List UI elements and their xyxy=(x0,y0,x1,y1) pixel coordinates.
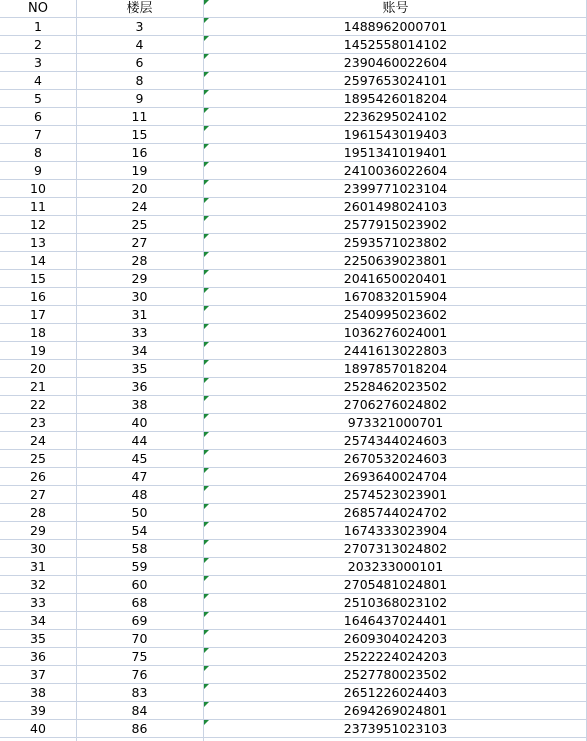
cell-account[interactable]: 2705481024801 xyxy=(343,577,448,592)
table-row xyxy=(0,702,587,720)
cell-account[interactable]: 1897857018204 xyxy=(343,361,448,376)
cell-no[interactable]: 24 xyxy=(30,433,46,448)
table-row xyxy=(0,216,587,234)
text-format-indicator-icon xyxy=(204,18,209,23)
cell-no[interactable]: 8 xyxy=(34,145,42,160)
cell-account[interactable]: 2651226024403 xyxy=(343,685,448,700)
table-row xyxy=(0,450,587,468)
text-format-indicator-icon xyxy=(204,324,209,329)
cell-no[interactable]: 40 xyxy=(30,721,46,736)
cell-account[interactable]: 1452558014102 xyxy=(343,37,448,52)
cell-no[interactable]: 20 xyxy=(30,361,46,376)
cell-floor[interactable]: 76 xyxy=(131,667,148,682)
table-row xyxy=(0,648,587,666)
cell-account[interactable]: 973321000701 xyxy=(347,415,444,430)
cell-no[interactable]: 9 xyxy=(34,163,42,178)
text-format-indicator-icon xyxy=(204,162,209,167)
text-format-indicator-icon xyxy=(204,558,209,563)
text-format-indicator-icon xyxy=(204,630,209,635)
cell-account[interactable]: 1961543019403 xyxy=(343,127,448,142)
cell-account[interactable]: 2527780023502 xyxy=(343,667,448,682)
table-row xyxy=(0,234,587,252)
cell-no[interactable]: 19 xyxy=(30,343,46,358)
cell-account[interactable]: 2540995023602 xyxy=(343,307,448,322)
cell-floor[interactable]: 60 xyxy=(131,577,148,592)
cell-account[interactable]: 1036276024001 xyxy=(343,325,448,340)
cell-no[interactable]: 1 xyxy=(34,19,42,34)
cell-floor[interactable]: 27 xyxy=(131,235,148,250)
text-format-indicator-icon xyxy=(204,180,209,185)
cell-floor[interactable]: 44 xyxy=(131,433,148,448)
cell-no[interactable]: 33 xyxy=(30,595,46,610)
cell-no[interactable]: 34 xyxy=(30,613,46,628)
cell-no[interactable]: 30 xyxy=(30,541,46,556)
table-row xyxy=(0,540,587,558)
cell-account[interactable]: 2574344024603 xyxy=(343,433,448,448)
cell-floor[interactable]: 20 xyxy=(131,181,148,196)
cell-floor[interactable]: 31 xyxy=(131,307,148,322)
table-row xyxy=(0,612,587,630)
table-row xyxy=(0,468,587,486)
cell-no[interactable]: 4 xyxy=(34,73,42,88)
cell-account[interactable]: 2693640024704 xyxy=(343,469,448,484)
cell-floor[interactable]: 38 xyxy=(131,397,148,412)
text-format-indicator-icon xyxy=(204,648,209,653)
cell-no[interactable]: 36 xyxy=(30,649,46,664)
table-row xyxy=(0,54,587,72)
cell-account[interactable]: 2593571023802 xyxy=(343,235,448,250)
cell-account[interactable]: 1895426018204 xyxy=(343,91,448,106)
cell-floor[interactable]: 4 xyxy=(135,37,144,52)
table-row xyxy=(0,558,587,576)
cell-floor[interactable]: 40 xyxy=(131,415,148,430)
text-format-indicator-icon xyxy=(204,36,209,41)
cell-no[interactable]: 13 xyxy=(30,235,46,250)
table-row xyxy=(0,324,587,342)
table-row xyxy=(0,18,587,36)
cell-account[interactable]: 2236295024102 xyxy=(343,109,448,124)
cell-no[interactable]: 2 xyxy=(34,37,42,52)
table-row xyxy=(0,486,587,504)
text-format-indicator-icon xyxy=(204,612,209,617)
table-row xyxy=(0,72,587,90)
cell-account[interactable]: 1670832015904 xyxy=(343,289,448,304)
cell-no[interactable]: 26 xyxy=(30,469,46,484)
cell-account[interactable]: 1646437024401 xyxy=(343,613,448,628)
cell-account[interactable]: 2250639023801 xyxy=(343,253,448,268)
cell-floor[interactable]: 86 xyxy=(131,721,148,736)
text-format-indicator-icon xyxy=(204,126,209,131)
cell-account[interactable]: 2685744024702 xyxy=(343,505,448,520)
text-format-indicator-icon xyxy=(204,342,209,347)
table-row xyxy=(0,720,587,738)
cell-account[interactable]: 2441613022803 xyxy=(343,343,448,358)
cell-floor[interactable]: 83 xyxy=(131,685,148,700)
table-row xyxy=(0,162,587,180)
table-row xyxy=(0,342,587,360)
cell-no[interactable]: 21 xyxy=(30,379,46,394)
text-format-indicator-icon xyxy=(204,72,209,77)
header-cell-account[interactable]: 账号 xyxy=(382,1,409,16)
cell-no[interactable]: 16 xyxy=(30,289,46,304)
text-format-indicator-icon xyxy=(204,684,209,689)
cell-floor[interactable]: 70 xyxy=(131,631,148,646)
cell-no[interactable]: 10 xyxy=(30,181,46,196)
cell-no[interactable]: 38 xyxy=(30,685,46,700)
cell-floor[interactable]: 34 xyxy=(131,343,148,358)
table-row xyxy=(0,666,587,684)
table-row xyxy=(0,630,587,648)
cell-account[interactable]: 2041650020401 xyxy=(343,271,448,286)
cell-account[interactable]: 2510368023102 xyxy=(343,595,448,610)
cell-floor[interactable]: 28 xyxy=(131,253,148,268)
cell-no[interactable]: 32 xyxy=(30,577,46,592)
cell-no[interactable]: 27 xyxy=(30,487,46,502)
cell-floor[interactable]: 58 xyxy=(131,541,148,556)
table-row xyxy=(0,522,587,540)
table-row xyxy=(0,252,587,270)
table-row xyxy=(0,180,587,198)
table-row xyxy=(0,36,587,54)
cell-floor[interactable]: 33 xyxy=(131,325,148,340)
table-row xyxy=(0,360,587,378)
cell-no[interactable]: 3 xyxy=(34,55,42,70)
text-format-indicator-icon xyxy=(204,54,209,59)
cell-account[interactable]: 2670532024603 xyxy=(343,451,448,466)
text-format-indicator-icon xyxy=(204,540,209,545)
text-format-indicator-icon xyxy=(204,108,209,113)
text-format-indicator-icon xyxy=(204,414,209,419)
cell-no[interactable]: 37 xyxy=(30,667,46,682)
cell-no[interactable]: 28 xyxy=(30,505,46,520)
table-row xyxy=(0,684,587,702)
table-row xyxy=(0,144,587,162)
table-row xyxy=(0,432,587,450)
cell-no[interactable]: 17 xyxy=(30,307,46,322)
cell-floor[interactable]: 6 xyxy=(135,55,144,70)
cell-account[interactable]: 1951341019401 xyxy=(343,145,448,160)
cell-account[interactable]: 2577915023902 xyxy=(343,217,448,232)
text-format-indicator-icon xyxy=(204,90,209,95)
table-row xyxy=(0,576,587,594)
text-format-indicator-icon xyxy=(204,522,209,527)
table-row xyxy=(0,504,587,522)
table-row xyxy=(0,198,587,216)
table-row xyxy=(0,396,587,414)
text-format-indicator-icon xyxy=(204,216,209,221)
cell-account[interactable]: 2694269024801 xyxy=(343,703,448,718)
table-row xyxy=(0,288,587,306)
cell-no[interactable]: 35 xyxy=(30,631,46,646)
text-format-indicator-icon xyxy=(204,252,209,257)
cell-no[interactable]: 14 xyxy=(30,253,46,268)
text-format-indicator-icon xyxy=(204,198,209,203)
text-format-indicator-icon xyxy=(204,486,209,491)
text-format-indicator-icon xyxy=(204,234,209,239)
text-format-indicator-icon xyxy=(204,702,209,707)
cell-account[interactable]: 2410036022604 xyxy=(343,163,448,178)
cell-account[interactable]: 203233000101 xyxy=(347,559,444,574)
cell-floor[interactable]: 35 xyxy=(131,361,148,376)
text-format-indicator-icon xyxy=(204,468,209,473)
cell-floor[interactable]: 45 xyxy=(131,451,148,466)
cell-floor[interactable]: 30 xyxy=(131,289,148,304)
text-format-indicator-icon xyxy=(204,0,209,5)
cell-floor[interactable]: 36 xyxy=(131,379,148,394)
cell-floor[interactable]: 24 xyxy=(131,199,148,214)
cell-floor[interactable]: 19 xyxy=(131,163,148,178)
text-format-indicator-icon xyxy=(204,450,209,455)
cell-account[interactable]: 2601498024103 xyxy=(343,199,448,214)
cell-no[interactable]: 22 xyxy=(30,397,46,412)
text-format-indicator-icon xyxy=(204,270,209,275)
table-row xyxy=(0,90,587,108)
cell-no[interactable]: 6 xyxy=(34,109,42,124)
cell-no[interactable]: 29 xyxy=(30,523,46,538)
text-format-indicator-icon xyxy=(204,306,209,311)
cell-account[interactable]: 2373951023103 xyxy=(343,721,448,736)
text-format-indicator-icon xyxy=(204,432,209,437)
cell-account[interactable]: 2597653024101 xyxy=(343,73,448,88)
cell-account[interactable]: 2528462023502 xyxy=(343,379,448,394)
header-cell-no[interactable]: NO xyxy=(28,1,48,16)
cell-no[interactable]: 31 xyxy=(30,559,46,574)
cell-floor[interactable]: 48 xyxy=(131,487,148,502)
cell-floor[interactable]: 75 xyxy=(131,649,148,664)
text-format-indicator-icon xyxy=(204,504,209,509)
cell-no[interactable]: 25 xyxy=(30,451,46,466)
cell-floor[interactable]: 84 xyxy=(131,703,148,718)
cell-account[interactable]: 2574523023901 xyxy=(343,487,448,502)
text-format-indicator-icon xyxy=(204,396,209,401)
text-format-indicator-icon xyxy=(204,576,209,581)
cell-account[interactable]: 2390460022604 xyxy=(343,55,448,70)
cell-account[interactable]: 2706276024802 xyxy=(343,397,448,412)
cell-floor[interactable]: 25 xyxy=(131,217,148,232)
cell-floor[interactable]: 8 xyxy=(135,73,144,88)
cell-account[interactable]: 1674333023904 xyxy=(343,523,448,538)
cell-no[interactable]: 11 xyxy=(30,199,46,214)
cell-no[interactable]: 7 xyxy=(34,127,42,142)
table-row xyxy=(0,378,587,396)
text-format-indicator-icon xyxy=(204,360,209,365)
header-cell-floor[interactable]: 楼层 xyxy=(126,1,153,16)
table-row xyxy=(0,306,587,324)
cell-no[interactable]: 15 xyxy=(30,271,46,286)
cell-no[interactable]: 39 xyxy=(30,703,46,718)
cell-account[interactable]: 2522224024203 xyxy=(343,649,448,664)
table-row xyxy=(0,108,587,126)
cell-account[interactable]: 2399771023104 xyxy=(343,181,448,196)
text-format-indicator-icon xyxy=(204,288,209,293)
text-format-indicator-icon xyxy=(204,378,209,383)
cell-account[interactable]: 2707313024802 xyxy=(343,541,448,556)
text-format-indicator-icon xyxy=(204,666,209,671)
cell-floor[interactable]: 47 xyxy=(131,469,148,484)
cell-floor[interactable]: 29 xyxy=(131,271,148,286)
header-row xyxy=(0,0,587,18)
cell-floor[interactable]: 69 xyxy=(131,613,148,628)
cell-account[interactable]: 2609304024203 xyxy=(343,631,448,646)
cell-floor[interactable]: 68 xyxy=(131,595,148,610)
text-format-indicator-icon xyxy=(204,594,209,599)
table-row xyxy=(0,126,587,144)
table-row xyxy=(0,270,587,288)
cell-floor[interactable]: 16 xyxy=(131,145,148,160)
cell-no[interactable]: 5 xyxy=(34,91,42,106)
text-format-indicator-icon xyxy=(204,144,209,149)
cell-floor[interactable]: 59 xyxy=(131,559,148,574)
cell-floor[interactable]: 15 xyxy=(131,127,148,142)
cell-no[interactable]: 12 xyxy=(30,217,46,232)
cell-floor[interactable]: 3 xyxy=(135,19,144,34)
cell-no[interactable]: 18 xyxy=(30,325,46,340)
table-row xyxy=(0,594,587,612)
cell-floor[interactable]: 50 xyxy=(131,505,148,520)
cell-floor[interactable]: 11 xyxy=(131,109,148,124)
table-row xyxy=(0,414,587,432)
text-format-indicator-icon xyxy=(204,720,209,725)
cell-account[interactable]: 1488962000701 xyxy=(343,19,448,34)
cell-floor[interactable]: 9 xyxy=(135,91,144,106)
cell-floor[interactable]: 54 xyxy=(131,523,148,538)
cell-no[interactable]: 23 xyxy=(30,415,46,430)
